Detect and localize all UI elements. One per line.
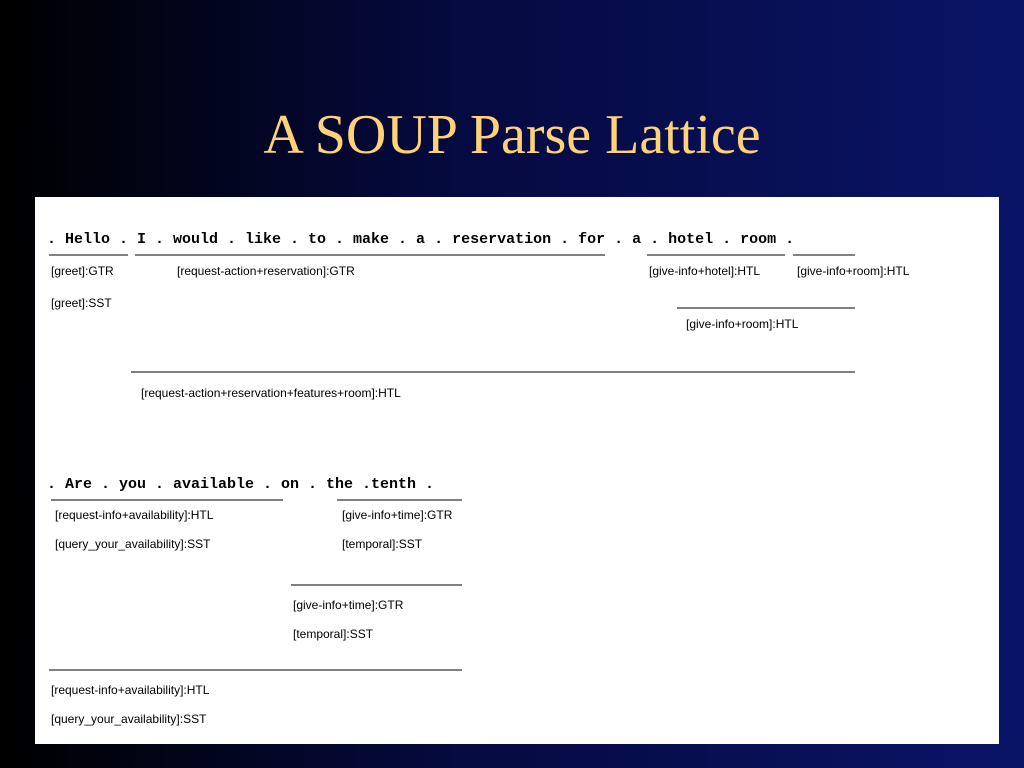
arc-label: [request-info+availability]:HTL [51,683,210,697]
arc-request-info-availability-2 [49,670,462,726]
arc-label: [give-info+room]:HTL [686,317,799,331]
lattice-1 [47,231,910,400]
arc-label: [greet]:SST [51,296,112,310]
arc-label: [query_your_availability]:SST [55,537,211,551]
arc-give-info-room [793,255,910,278]
arc-greet [49,255,128,310]
sentence-2: . Are . you . available . on . the .tenth . [47,476,435,493]
arc-label: [give-info+time]:GTR [342,508,453,522]
arc-label: [give-info+room]:HTL [797,264,910,278]
arc-give-info-hotel [647,255,785,278]
arc-label: [temporal]:SST [293,627,374,641]
arc-label: [request-action+reservation+features+room]:HTL [141,386,401,400]
lattice-2 [47,476,462,726]
arc-give-info-time [337,500,462,551]
arc-request-action-reservation-features-room [131,372,855,400]
arc-give-info-time-2 [291,585,462,641]
lattice-diagram [35,197,999,744]
arc-label: [give-info+hotel]:HTL [649,264,761,278]
arc-give-info-room-2 [677,308,855,331]
slide-title: A SOUP Parse Lattice [263,104,761,166]
arc-label: [request-info+availability]:HTL [55,508,214,522]
arc-label: [temporal]:SST [342,537,423,551]
arc-label: [give-info+time]:GTR [293,598,404,612]
arc-label: [request-action+reservation]:GTR [177,264,355,278]
lattice-panel [35,197,999,744]
sentence-1: . Hello . I . would . like . to . make . a . reservation . for . a . hotel . room . [47,231,795,248]
arc-request-action-reservation [135,255,605,278]
arc-request-info-availability [51,500,283,551]
arc-label: [query_your_availability]:SST [51,712,207,726]
arc-label: [greet]:GTR [51,264,114,278]
